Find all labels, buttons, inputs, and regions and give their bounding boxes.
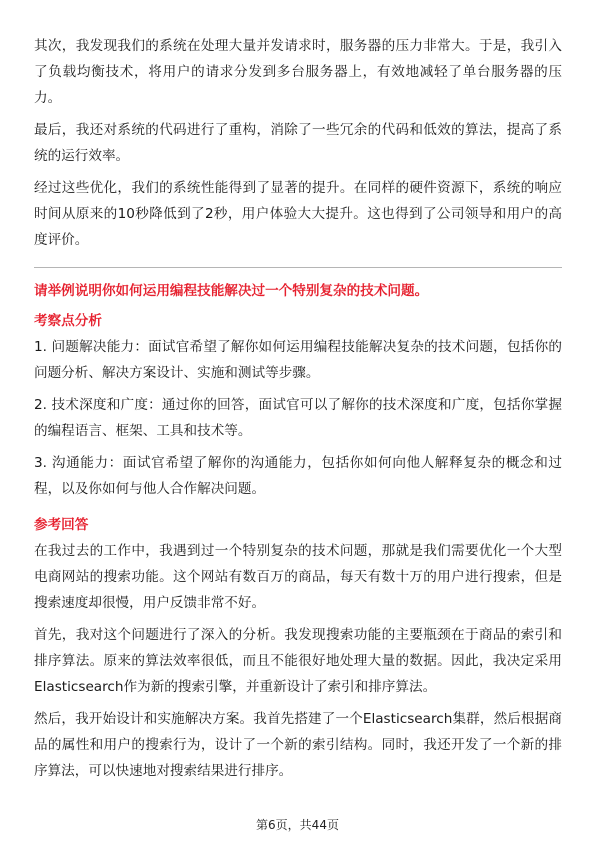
answer-paragraph-1: 在我过去的工作中，我遇到过一个特别复杂的技术问题，那就是我们需要优化一个大型电商网站的搜索功能。这个网站有数百万的商品，每天有数十万的用户进行搜索，但是搜索速度却很慢，用户反馈非常不好。 [34, 543, 562, 611]
answer-heading: 参考回答 [34, 517, 89, 533]
answer-paragraph-2: 首先，我对这个问题进行了深入的分析。我发现搜索功能的主要瓶颈在于商品的索引和排序算法。原来的算法效率很低，而且不能很好地处理大量的数据。因此，我决定采用Elasticsearch作为新的搜索引擎，并重新设计了索引和排序算法。 [34, 627, 562, 695]
analysis-heading: 考察点分析 [34, 313, 102, 329]
page-number-footer: 第6页，共44页 [256, 818, 339, 832]
intro-paragraph-3: 经过这些优化，我们的系统性能得到了显著的提升。在同样的硬件资源下，系统的响应时间从原来的10秒降低到了2秒，用户体验大大提升。这也得到了公司领导和用户的高度评价。 [34, 180, 562, 248]
analysis-item-2: 2. 技术深度和广度：通过你的回答，面试官可以了解你的技术深度和广度，包括你掌握的编程语言、框架、工具和技术等。 [34, 397, 562, 439]
answer-paragraph-3: 然后，我开始设计和实施解决方案。我首先搭建了一个Elasticsearch集群，然后根据商品的属性和用户的搜索行为，设计了一个新的索引结构。同时，我还开发了一个新的排序算法，可以快速地对搜索结果进行排序。 [34, 711, 562, 779]
intro-paragraph-2: 最后，我还对系统的代码进行了重构，消除了一些冗余的代码和低效的算法，提高了系统的运行效率。 [34, 122, 562, 164]
document-page [34, 33, 562, 784]
analysis-item-3: 3. 沟通能力：面试官希望了解你的沟通能力，包括你如何向他人解释复杂的概念和过程，以及你如何与他人合作解决问题。 [34, 455, 562, 497]
question-title: 请举例说明你如何运用编程技能解决过一个特别复杂的技术问题。 [34, 283, 429, 299]
intro-paragraph-1: 其次，我发现我们的系统在处理大量并发请求时，服务器的压力非常大。于是，我引入了负载均衡技术，将用户的请求分发到多台服务器上，有效地减轻了单台服务器的压力。 [34, 38, 562, 106]
analysis-item-1: 1. 问题解决能力：面试官希望了解你如何运用编程技能解决复杂的技术问题，包括你的问题分析、解决方案设计、实施和测试等步骤。 [34, 339, 562, 381]
section-divider [34, 267, 562, 268]
